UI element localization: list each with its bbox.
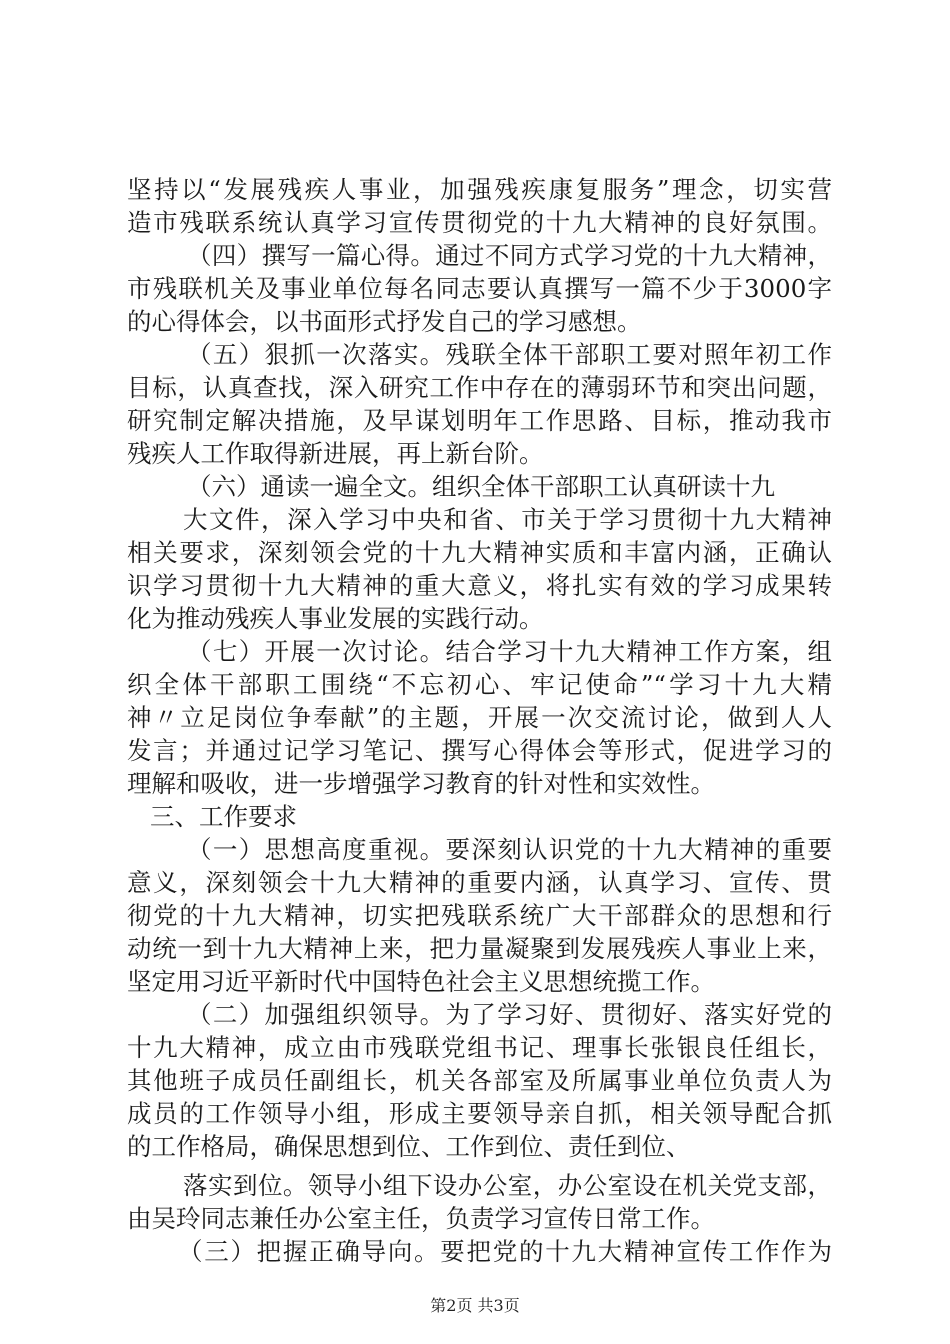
text-line: （五）狠抓一次落实。残联全体干部职工要对照年初工作 xyxy=(187,340,832,369)
text-line: 研究制定解决措施，及早谋划明年工作思路、目标，推动我市 xyxy=(127,406,832,435)
text-line: （一）思想高度重视。要深刻认识党的十九大精神的重要 xyxy=(187,835,832,864)
text-line: （七）开展一次讨论。结合学习十九大精神工作方案，组 xyxy=(187,637,832,666)
text-line: 坚持以“发展残疾人事业，加强残疾康复服务”理念，切实营 xyxy=(127,175,832,204)
text-line: （四）撰写一篇心得。通过不同方式学习党的十九大精神， xyxy=(187,241,832,270)
text-line: 的工作格局，确保思想到位、工作到位、责任到位、 xyxy=(127,1132,691,1161)
text-line: 十九大精神，成立由市残联党组书记、理事长张银良任组长， xyxy=(127,1033,832,1062)
text-line: 相关要求，深刻领会党的十九大精神实质和丰富内涵，正确认 xyxy=(127,538,832,567)
text-line: 织全体干部职工围绕“不忘初心、牢记使命”“学习十九大精 xyxy=(127,670,832,699)
text-line: 化为推动残疾人事业发展的实践行动。 xyxy=(127,604,544,633)
text-line: 彻党的十九大精神，切实把残联系统广大干部群众的思想和行 xyxy=(127,901,832,930)
text-line: 意义，深刻领会十九大精神的重要内涵，认真学习、宣传、贯 xyxy=(127,868,832,897)
section-heading: 三、工作要求 xyxy=(150,802,297,831)
text-line: 发言；并通过记学习笔记、撰写心得体会等形式，促进学习的 xyxy=(127,736,832,765)
text-line: （二）加强组织领导。为了学习好、贯彻好、落实好党的 xyxy=(187,1000,832,1029)
text-line: 落实到位。领导小组下设办公室，办公室设在机关党支部， xyxy=(183,1171,832,1200)
text-line: （三）把握正确导向。要把党的十九大精神宣传工作作为 xyxy=(178,1237,832,1266)
text-line: 市残联机关及事业单位每名同志要认真撰写一篇不少于3000字 xyxy=(127,274,832,303)
text-line: 造市残联系统认真学习宣传贯彻党的十九大精神的良好氛围。 xyxy=(127,208,832,237)
text-line: 的心得体会，以书面形式抒发自己的学习感想。 xyxy=(127,307,642,336)
text-line: 动统一到十九大精神上来，把力量凝聚到发展残疾人事业上来， xyxy=(127,934,832,963)
text-line: 由吴玲同志兼任办公室主任，负责学习宣传日常工作。 xyxy=(127,1204,715,1233)
text-line: 目标，认真查找，深入研究工作中存在的薄弱环节和突出问题， xyxy=(127,373,832,402)
text-line: 其他班子成员任副组长，机关各部室及所属事业单位负责人为 xyxy=(127,1066,832,1095)
text-line: 坚定用习近平新时代中国特色社会主义思想统揽工作。 xyxy=(127,967,715,996)
text-line: 成员的工作领导小组，形成主要领导亲自抓，相关领导配合抓 xyxy=(127,1099,832,1128)
text-line: 大文件，深入学习中央和省、市关于学习贯彻十九大精神 xyxy=(183,505,832,534)
text-line: 神〃立足岗位争奉献”的主题，开展一次交流讨论，做到人人 xyxy=(127,703,832,732)
page-footer: 第2页 共3页 xyxy=(430,1296,520,1315)
text-line: 识学习贯彻十九大精神的重大意义，将扎实有效的学习成果转 xyxy=(127,571,832,600)
text-line: 残疾人工作取得新进展，再上新台阶。 xyxy=(127,439,544,468)
text-line: 理解和吸收，进一步增强学习教育的针对性和实效性。 xyxy=(127,769,715,798)
text-line: （六）通读一遍全文。组织全体干部职工认真研读十九 xyxy=(187,472,775,501)
